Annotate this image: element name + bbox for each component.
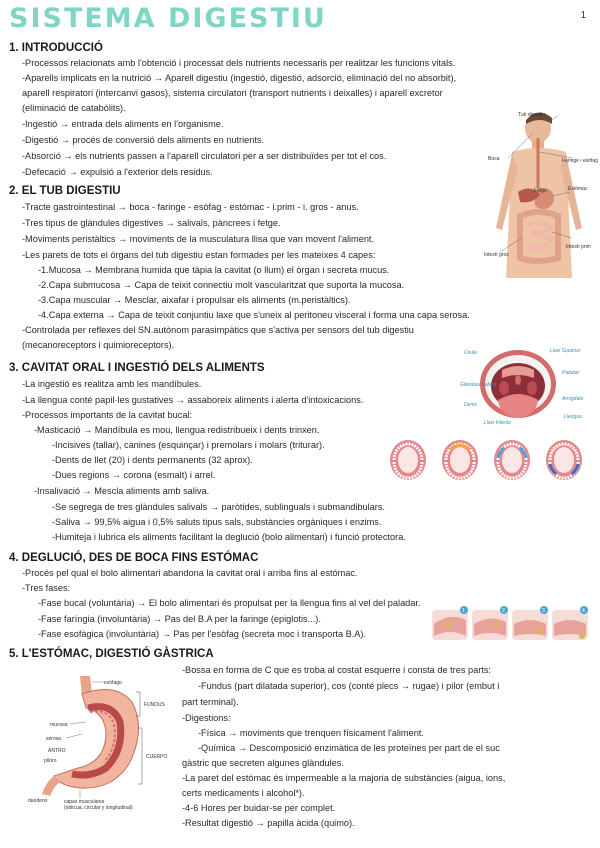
text-line: aparell respiratori (intercanvi gasos), sistema circulatori (transport nutrients i deixalles) i aparell excretor: [22, 88, 443, 98]
section-heading-cavitat-oral: 3. CAVITAT ORAL I INGESTIÓ DELS ALIMENTS: [9, 362, 265, 374]
text-line: -1.Mucosa → Membrana humida que tàpia la cavitat (o llum) el òrgan i secreta mucus.: [38, 265, 390, 275]
step-number: 2: [502, 608, 505, 614]
label-llavi-superior: Llavi Superior: [550, 348, 581, 354]
digestive-system-illustration: [482, 108, 598, 280]
label-fundus: FUNDUS: [144, 702, 165, 708]
text-line: -La ingestió es realitza amb les mandíbules.: [22, 379, 202, 389]
text-line: -Fase faríngia (involuntària) → Pas del B.A per la faringe (epiglotis...).: [38, 614, 321, 624]
section-heading-estomac: 5. L'ESTÓMAC, DIGESTIÓ GÀSTRICA: [9, 648, 214, 660]
step-number: 3: [542, 608, 545, 614]
text-line: -4.Capa externa → Capa de teixit conjuntiu laxe que s'uneix al peritoneu visceral i forma una capa serosa.: [38, 310, 470, 320]
text-line: -Masticació → Mandíbula es mou, llengua redistribueix i dents trinxen.: [34, 425, 320, 435]
text-line: -Digestió → procés de conversió dels aliments en nutrients.: [22, 135, 265, 145]
text-line: -Controlada per reflexes del SN.autònom parasimpàtics que s'activa per sensors del tub digestiu: [22, 325, 414, 335]
page-title: SISTEMA DIGESTIU: [9, 3, 327, 34]
label-dents: Dents: [464, 402, 478, 408]
text-line: -Insalivació → Mescla aliments amb saliva.: [34, 486, 210, 496]
text-line: -2.Capa submucosa → Capa de teixit connectiu molt vascularitzat que suporta la mucosa.: [38, 280, 405, 290]
text-line: -4-6 Hores per buidar-se per complet.: [182, 803, 336, 813]
text-line: -Les parets de tots el òrgans del tub digestiu estan formades per les mateixes 4 capes:: [22, 250, 376, 260]
text-line: -La llengua conté papil·les gustatives → assaboreix aliments i alerta d'intoxicacions.: [22, 395, 364, 405]
label-faringe: Faringe i esòfag: [562, 158, 598, 164]
stomach-illustration: [20, 672, 178, 812]
label-capas-caption: (oblicua, circular y longitudinal): [64, 805, 133, 811]
label-amigdala: Amígdala: [562, 396, 584, 402]
text-line: -Se segrega de tres glàndules salivals → paròtides, sublinguals i submandibulars.: [52, 502, 385, 512]
text-line: -Fase bucal (voluntària) → El bolo alimentari és propulsat per la llengua fins al vel del paladar.: [38, 598, 421, 608]
oral-cavity-illustration: [458, 344, 590, 426]
page-number: 1: [580, 10, 586, 21]
label-capas-musculares: capas musculares: [64, 799, 105, 805]
text-line: -Processos relacionats amb l'obtenció i processat dels nutrients necessaris per realitzar les funcions vitals.: [22, 58, 456, 68]
label-antro: ANTRO: [48, 748, 66, 754]
text-line: (mecanoreceptors i quimioreceptors).: [22, 340, 175, 350]
label-mucosa: mucosa: [50, 722, 68, 728]
label-esofago: esòfago: [104, 680, 122, 686]
text-line: -Defecació → expulsió a l'exterior dels residus.: [22, 167, 213, 177]
text-line: -Fundus (part dilatada superior), cos (conté plecs → rugae) i pilor (embut i: [198, 681, 500, 691]
text-line: part terminal).: [182, 697, 239, 707]
text-line: -Humiteja i lubrica els aliments facilitant la deglució (bolo alimentari) i funció protectora.: [52, 532, 406, 542]
text-line: -Dues regions → corona (esmalt) i arrel.: [52, 470, 216, 480]
label-piloro: píloro: [44, 758, 57, 764]
text-line: -Física → moviments que trenquen físicament l'aliment.: [198, 728, 424, 738]
text-line: -Bossa en forma de C que es troba al costat esquerre i consta de tres parts:: [182, 665, 491, 675]
swallowing-phases-illustration: [430, 604, 594, 642]
step-number: 1: [462, 608, 465, 614]
section-heading-introduccio: 1. INTRODUCCIÓ: [9, 42, 103, 54]
section-heading-tub-digestiu: 2. EL TUB DIGESTIU: [9, 185, 121, 197]
text-line: -Processos importants de la cavitat bucal:: [22, 410, 193, 420]
text-line: -La paret del estómac és impermeable a la majoria de substàncies (aigua, ions,: [182, 773, 506, 783]
text-line: -Tres fases:: [22, 583, 71, 593]
step-number: 4: [582, 608, 585, 614]
label-paladar: Paladar: [562, 370, 580, 376]
text-line: -Química → Descomposició enzimàtica de les proteïnes per part de el suc: [198, 743, 500, 753]
label-llavi-inferior: Llavi Inferior: [484, 420, 512, 426]
text-line: -Absorció → els nutrients passen a l'aparell circulatori per a ser distribuïdes per tot el cos.: [22, 151, 387, 161]
label-fetge: Fetge: [534, 188, 547, 194]
text-line: -Aparells implicats en la nutrició → Aparell digestiu (ingestió, digestió, adsorció, eliminació del no absorbit),: [22, 73, 457, 83]
text-line: certs medicaments i alcohol*).: [182, 788, 305, 798]
label-estomac: Estómac: [568, 186, 588, 192]
text-line: -Digestions:: [182, 713, 231, 723]
text-line: -Resultat digestió → papilla àcida (quimo).: [182, 818, 355, 828]
text-line: -Moviments peristàltics → moviments de la musculatura llisa que van movent l'aliment.: [22, 234, 375, 244]
label-intesti-gros: Intestí gros: [484, 252, 509, 258]
label-serosa: serosa: [46, 736, 62, 742]
text-line: -Ingestió → entrada dels aliments en l'organisme.: [22, 119, 224, 129]
label-boca: Boca: [488, 156, 500, 162]
label-uvula: Úvula: [464, 350, 477, 356]
section-heading-deglucio: 4. DEGLUCIÓ, DES DE BOCA FINS ESTÓMAC: [9, 552, 259, 564]
label-llengua: Llengua: [564, 414, 582, 420]
text-line: -Dents de llet (20) i dents permanents (32 aprox).: [52, 455, 253, 465]
text-line: (eliminació de catabòlits).: [22, 103, 126, 113]
text-line: -3.Capa muscular → Mesclar, aixafar i propulsar els aliments (m.peristàltics).: [38, 295, 351, 305]
label-glandula-salival: Glàndula Salival: [460, 382, 497, 388]
label-duodeno: duodeno: [28, 798, 48, 804]
label-cuerpo: CUERPO: [146, 754, 168, 760]
text-line: gàstric que secreten algunes glàndules.: [182, 758, 344, 768]
teeth-diagrams: [384, 434, 592, 486]
text-line: -Tres tipus de glàndules digestives → salivals, pàncrees i fetge.: [22, 218, 281, 228]
label-tub-digestiu: Tub digestiu: [518, 112, 546, 118]
text-line: -Incisives (tallar), canines (esquinçar) i premolars i molars (triturar).: [52, 440, 325, 450]
text-line: -Fase esofàgica (involuntària) → Pas per l'esòfag (secreta moc i transporta B.A).: [38, 629, 367, 639]
label-intesti-prim: Intestí prim: [566, 244, 591, 250]
text-line: -Procés pel qual el bolo alimentari abandona la cavitat oral i arriba fins al estómac.: [22, 568, 358, 578]
text-line: -Saliva → 99,5% aigua i 0,5% saluts tipus sals, substàncies orgàniques i enzims.: [52, 517, 382, 527]
text-line: -Tracte gastrointestinal → boca - faringe - esòfag - estómac - i.prim - i. gros - anus.: [22, 202, 359, 212]
